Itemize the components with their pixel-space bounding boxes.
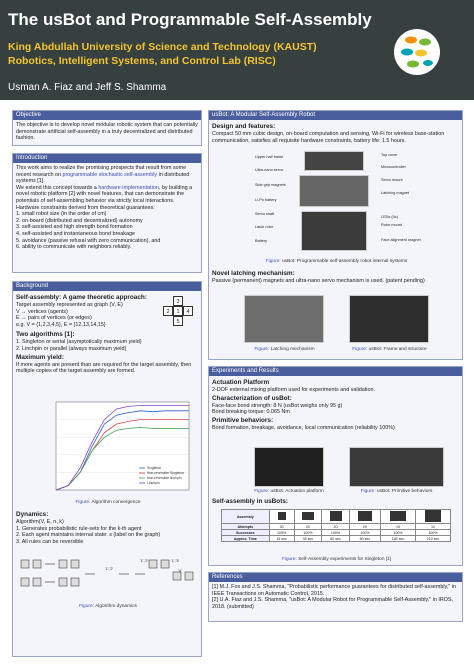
university-line-2: Robotics, Intelligent Systems, and Control Lab (RISC) <box>8 55 276 67</box>
diagram-label: Face alignment magnet <box>381 238 421 242</box>
usbot-diagram-caption: Figure: usBot: Programmable self-assembly robot internal systems <box>265 259 408 264</box>
table-cell: 80 sec <box>349 536 380 542</box>
electronics-image <box>299 175 369 207</box>
chart-caption: Figure: Algorithm convergence <box>75 500 141 505</box>
background-title: Background <box>13 282 201 291</box>
primitive-title: Primitive behaviors: <box>212 416 274 424</box>
objective-title: Objective <box>13 111 201 120</box>
primitive-behaviors-image <box>349 447 444 487</box>
diagram-label: Rotor mount <box>381 223 402 227</box>
lower-frame-image <box>301 211 367 251</box>
legend-label: Singleton <box>147 466 162 471</box>
algorithm-item: 2. Linchpin or parallel (always maximum yield) <box>16 345 127 352</box>
table-cell: 35 sec <box>294 536 322 542</box>
background-line: V → vertices (agents) <box>16 308 68 315</box>
grid-cell: 4 <box>183 306 193 316</box>
table-cell: 100% <box>322 530 350 536</box>
diagram-label: Li-Po battery <box>255 198 277 202</box>
grid-cell <box>183 316 193 326</box>
assembly-image-cell <box>294 510 322 524</box>
table-cell: 30 <box>269 524 294 530</box>
legend-label: Linchpin <box>147 481 160 486</box>
table-cell: 100% <box>416 530 451 536</box>
grid-cell: 5 <box>173 316 183 326</box>
table-cell: Successes <box>222 530 270 536</box>
table-cell: Attempts <box>222 524 270 530</box>
grid-cell <box>183 296 193 306</box>
assembly-image-cell <box>416 510 451 524</box>
authors: Usman A. Fiaz and Jeff S. Shamma <box>8 82 167 93</box>
experiments-title: Experiments and Results <box>209 367 462 376</box>
list-item: 2. on-board (distributed and decentralized) autonomy <box>16 217 143 224</box>
intro-link-self-assembly: programmable stochastic self-assembly <box>62 171 158 178</box>
latching-text: Passive (permanent) magnets and ultra-nano servo mechanism is used. (patent pending) <box>212 278 425 284</box>
assembly-image-cell <box>322 510 350 524</box>
latching-title: Novel latching mechanism: <box>212 270 295 277</box>
latching-caption: Figure: Latching mechanism <box>254 347 315 352</box>
algorithm-item: 1. Singleton or serial (asymptotically maximum yield) <box>16 339 142 346</box>
list-item: 4. self-assisted and instantaneous bond breakage <box>16 230 135 237</box>
diagram-label: Side grip magnets <box>255 183 286 187</box>
grid-cell <box>163 296 173 306</box>
diagram-label: Top cover <box>381 153 398 157</box>
usbot-title: usBot: A Modular Self-Assembly Robot <box>209 111 462 120</box>
reference-item: [1] M.J. Fox and J.S. Shamma, "Probabilistic performance guarantees for distributed self-assembly," in IEEE Transactions on Automatic Control, 2015. <box>212 584 457 597</box>
diagram-label: Battery <box>255 239 268 243</box>
dynamics-state-label: '4' <box>178 569 182 573</box>
intro-link-hardware: hardware implementation <box>98 184 159 191</box>
poster-title: The usBot and Programmable Self-Assembly <box>8 10 372 29</box>
introduction-section <box>12 153 202 273</box>
reference-item: [2] U.A. Fiaz and J.S. Shamma, "usBot: A Modular Robot for Programmable Self-Assembly," in IROS, 2018. (submitted) <box>212 597 454 610</box>
table-caption: Figure: Self-Assembly experiments for Singleton [1] <box>281 557 392 562</box>
table-cell: 100% <box>349 530 380 536</box>
table-cell: 100% <box>294 530 322 536</box>
table-cell: 20 <box>294 524 322 530</box>
actuation-caption: Figure: usBot: Actuation platform <box>254 489 324 494</box>
actuation-title: Actuation Platform <box>212 379 270 386</box>
assembly-image-cell <box>381 510 416 524</box>
background-line: E → pairs of vertices (or edges) <box>16 315 92 322</box>
actuation-text: 2-DOF external mixing platform used for experiments and validation. <box>212 387 375 393</box>
design-title: Design and features: <box>212 123 276 130</box>
max-yield-text: If more agents are present than are required for the target assembly, then multiple copies of the target assembly are formed. <box>16 361 192 375</box>
introduction-title: Introduction <box>13 154 201 163</box>
max-yield-title: Maximum yield: <box>16 353 64 361</box>
self-assembly-title: Self-assembly in usBots: <box>212 498 288 505</box>
algorithms-title: Two algorithms [1]: <box>16 331 75 339</box>
references-section <box>208 572 463 622</box>
dynamics-caption: Figure: Algorithm dynamics <box>79 604 137 609</box>
background-section <box>12 281 202 657</box>
dynamics-item: 3. All rules can be reversible <box>16 538 84 545</box>
table-cell: 10 <box>416 524 451 530</box>
latching-mechanism-image <box>244 295 324 343</box>
top-cover-image <box>304 151 364 171</box>
table-cell: 20 <box>349 524 380 530</box>
game-theory-title: Self-assembly: A game theoretic approach: <box>16 294 147 301</box>
intro-paragraph-2: We extend this concept towards a hardware implementation, by building a novel robotic platform [2] with novel features, that can demonstrate the potentials of self-assembling behavior via strictly local interactions. <box>16 184 193 204</box>
grid-cell: 3 <box>173 296 183 306</box>
dynamics-title: Dynamics: <box>16 511 49 518</box>
diagram-label: LEDs (5x) <box>381 215 398 219</box>
primitive-caption: Figure: usBot: Primitive behaviors <box>360 489 433 494</box>
diagram-label: Latch rotor <box>255 225 274 229</box>
table-cell: 60 sec <box>322 536 350 542</box>
diagram-label: Microcontroller <box>381 165 406 169</box>
frame-structure-image <box>349 295 429 343</box>
table-row <box>222 536 451 542</box>
list-item: 1. small robot size (in the order of cm) <box>16 211 107 218</box>
experiments-section <box>208 366 463 566</box>
list-item: 6. ability to communicate with neighbors reliably. <box>16 244 132 251</box>
algorithm-convergence-chart <box>48 398 193 498</box>
characterization-title: Characterization of usBot: <box>212 394 292 402</box>
objective-text: The objective is to develop novel modular robotic system that can potentially demonstrate artificial self-assembly in a truly decentralized and distributed fashion. <box>16 122 198 142</box>
kaust-logo-icon <box>393 28 441 76</box>
characterization-line: Face-face bond strength: 8 N (usBot weighs only 95 g) <box>212 402 343 409</box>
grid-cell <box>163 316 173 326</box>
list-item: 5. avoidance (passive refusal with zero communication), and <box>16 237 161 244</box>
table-cell: 20 <box>322 524 350 530</box>
table-cell: 210 sec <box>416 536 451 542</box>
poster-header <box>0 0 474 100</box>
table-cell: 15 sec <box>269 536 294 542</box>
assembly-image-cell <box>269 510 294 524</box>
dynamics-algorithm: Algorithm(V, E, n, k) <box>16 519 64 525</box>
dynamics-item: 2. Each agent maintains internal state: s (label on the graph) <box>16 532 161 539</box>
grid-cell: 1 <box>173 306 183 316</box>
table-cell: 100% <box>269 530 294 536</box>
dynamics-state-label: '1','2' <box>140 559 149 563</box>
table-cell: 180 sec <box>381 536 416 542</box>
target-assembly-grid <box>163 296 193 326</box>
references-title: References <box>209 573 462 582</box>
legend-label: Non-reversible linchpin <box>147 476 182 481</box>
intro-paragraph-3: Hardware constraints derived from theoretical guarantees: <box>16 204 155 211</box>
self-assembly-table <box>221 509 451 542</box>
diagram-label: Ultra-nano servo <box>255 168 284 172</box>
objective-section <box>12 110 202 146</box>
table-cell: Assembly <box>222 510 270 524</box>
background-line: Target assembly represented as graph (V, E) <box>16 302 123 308</box>
primitive-text: Bond formation, breakage, avoidance, local communication (reliability 100%) <box>212 424 395 431</box>
table-cell: 10 <box>381 524 416 530</box>
assembly-image-cell <box>349 510 380 524</box>
dynamics-state-label: '1','3' <box>171 559 180 563</box>
dynamics-item: 1. Generates probabilistic rule-sets for the k-th agent <box>16 525 142 532</box>
actuation-platform-image <box>254 447 324 487</box>
grid-cell: 2 <box>163 306 173 316</box>
list-item: 3. self-assisted and high strength bond formation <box>16 224 133 231</box>
usbot-section <box>208 110 463 360</box>
diagram-label: Servo shaft <box>255 212 275 216</box>
university-name <box>8 40 317 68</box>
diagram-label: Upper half frame <box>255 155 284 159</box>
university-line-1: King Abdullah University of Science and Technology (KAUST) <box>8 41 317 53</box>
table-cell: Approx. Time <box>222 536 270 542</box>
design-text: Compact 50 mm cubic design, on-board computation and sensing, Wi-Fi for wireless base-station communication, satisfies all requisite hardware constraints, battery life: 1.5 hours. <box>212 131 445 144</box>
diagram-label: Latching magnet <box>381 191 410 195</box>
frame-caption: Figure: usBot: Frame and structure <box>352 347 427 352</box>
table-cell: 100% <box>381 530 416 536</box>
dynamics-state-label: '1','2' <box>105 567 114 571</box>
intro-paragraph-1: This work aims to realize the promising prospects that result from some recent research on programmable stochastic self-assembly in distributed systems [1]. <box>16 165 190 185</box>
diagram-label: Servo mount <box>381 178 403 182</box>
characterization-line: Bond breaking torque: 0.065 Nm <box>212 409 290 416</box>
legend-label: Non-reversible Singleton <box>147 471 185 476</box>
table-row <box>222 510 451 524</box>
background-line: e.g. V = {1,2,3,4,5}, E = {12,13,14,15} <box>16 321 106 328</box>
